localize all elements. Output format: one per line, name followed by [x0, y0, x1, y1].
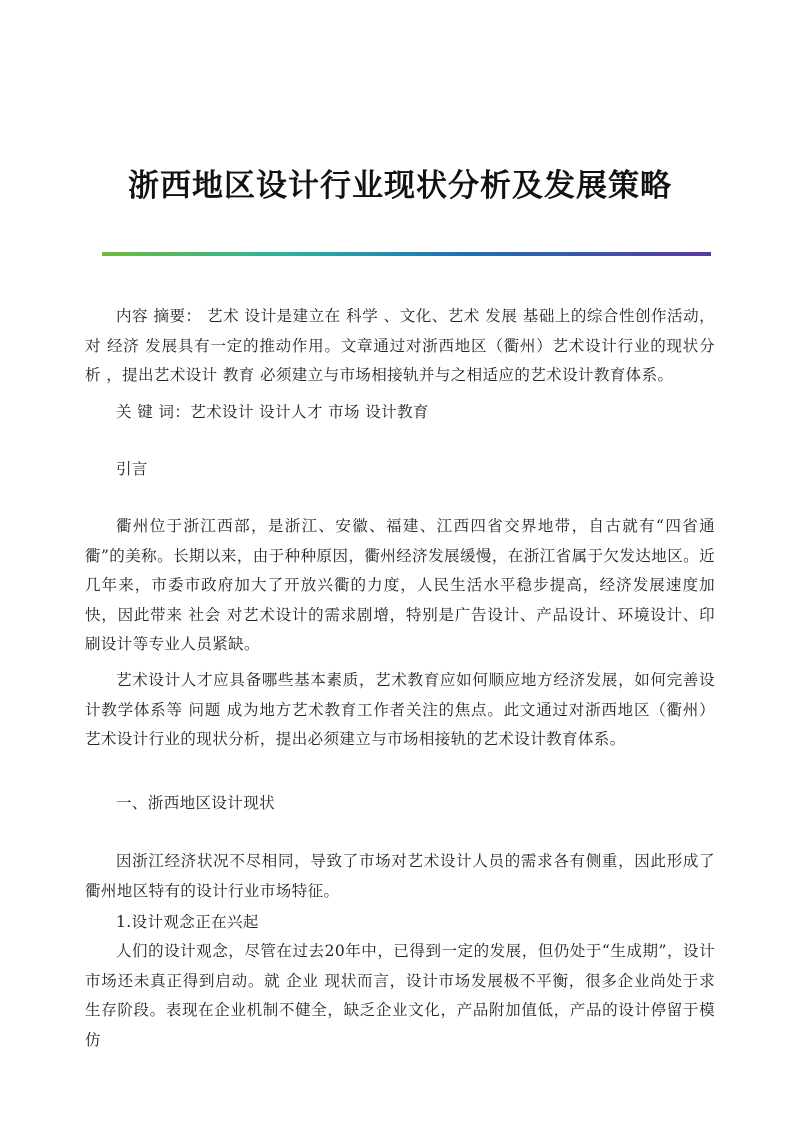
- intro-paragraph-2: 艺术设计人才应具备哪些基本素质，艺术教育应如何顺应地方经济发展，如何完善设计教学体系等 问题 成为地方艺术教育工作者关注的焦点。此文通过对浙西地区（衢州）艺术设计行业的现状分析，提出必须建立与市场相接轨的艺术设计教育体系。: [85, 671, 715, 748]
- subsection-1-paragraph-1: 人们的设计观念，尽管在过去20年中，已得到一定的发展，但仍处于“生成期”，设计市场还未真正得到启动。就 企业 现状而言，设计市场发展极不平衡，很多企业尚处于求生存阶段。表现在企业机制不健全，缺乏企业文化，产品附加值低，产品的设计停留于模仿: [85, 942, 715, 1049]
- section-1-paragraph-1: 因浙江经济状况不尽相同，导致了市场对艺术设计人员的需求各有侧重，因此形成了衢州地区特有的设计行业市场特征。: [85, 852, 715, 900]
- intro-heading: 引言: [116, 460, 148, 478]
- section-1-heading: 一、浙西地区设计现状: [116, 794, 276, 812]
- subsection-1-heading: 1.设计观念正在兴起: [116, 913, 259, 931]
- intro-paragraph-1: 衢州位于浙江西部，是浙江、安徽、福建、江西四省交界地带，自古就有“四省通衢”的美称。长期以来，由于种种原因，衢州经济发展缓慢，在浙江省属于欠发达地区。近几年来，市委市政府加大了开放兴衢的力度，人民生活水平稳步提高，经济发展速度加快，因此带来 社会 对艺术设计的需求剧增，特别是广告设计、产品设计、环境设计、印刷设计等专业人员紧缺。: [85, 517, 715, 653]
- keywords-line: 关 键 词：艺术设计 设计人才 市场 设计教育: [116, 403, 429, 421]
- abstract-paragraph: 内容 摘要： 艺术 设计是建立在 科学 、文化、艺术 发展 基础上的综合性创作活动，对 经济 发展具有一定的推动作用。文章通过对浙西地区（衢州）艺术设计行业的现状分析 ，提出艺术设计 教育 必须建立与市场相接轨并与之相适应的艺术设计教育体系。: [85, 307, 715, 384]
- document-title: 浙西地区设计行业现状分析及发展策略: [128, 168, 672, 204]
- title-divider: [102, 252, 711, 256]
